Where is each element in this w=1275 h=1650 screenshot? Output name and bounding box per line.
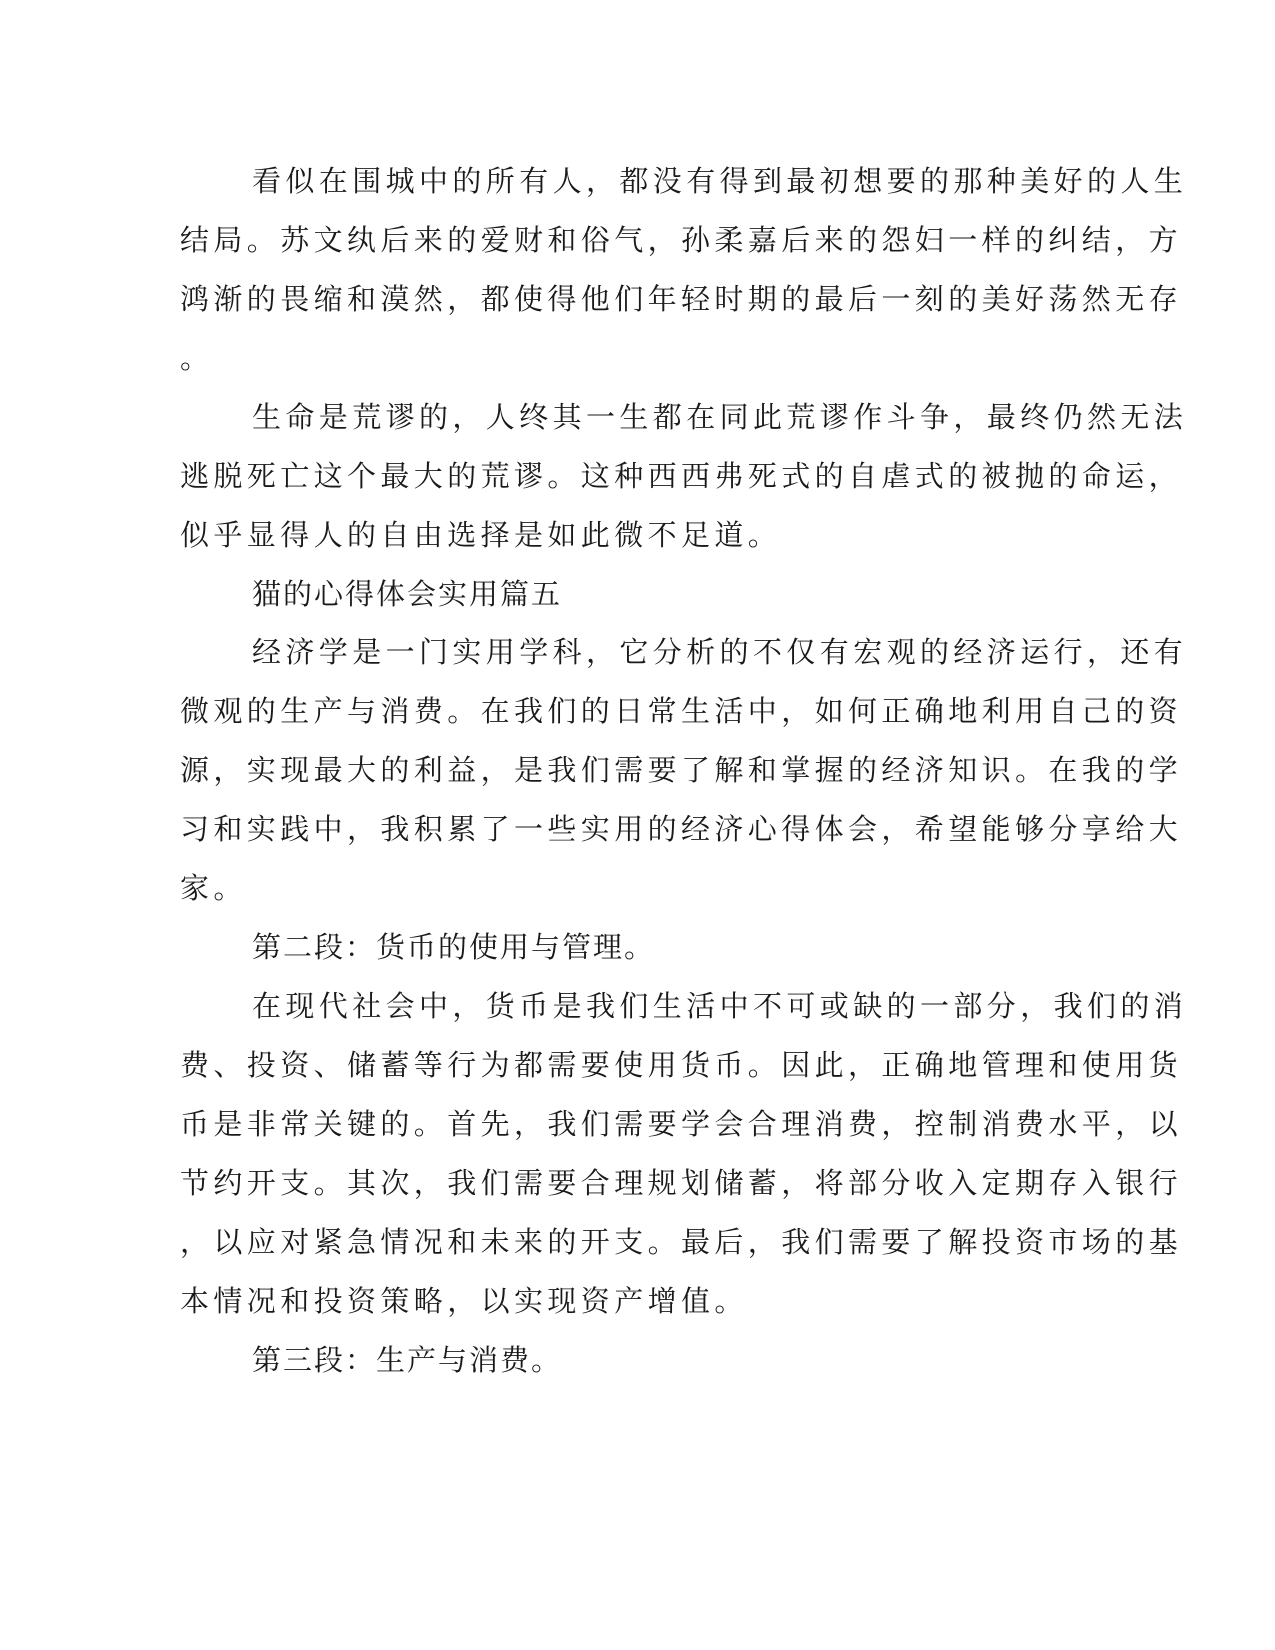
- section-heading: 第二段：货币的使用与管理。: [252, 930, 656, 964]
- text-line: 费、投资、储蓄等行为都需要使用货币。因此，正确地管理和使用货: [180, 1048, 1183, 1082]
- text-line: 源，实现最大的利益，是我们需要了解和掌握的经济知识。在我的学: [180, 753, 1183, 787]
- text-line: 经济学是一门实用学科，它分析的不仅有宏观的经济运行，还有: [252, 635, 1188, 669]
- text-line: ，以应对紧急情况和未来的开支。最后，我们需要了解投资市场的基: [180, 1225, 1183, 1259]
- text-line: 节约开支。其次，我们需要合理规划储蓄，将部分收入定期存入银行: [180, 1166, 1183, 1200]
- text-line: 看似在围城中的所有人，都没有得到最初想要的那种美好的人生: [252, 164, 1188, 198]
- text-line: 似乎显得人的自由选择是如此微不足道。: [180, 518, 782, 552]
- text-line: 鸿渐的畏缩和漠然，都使得他们年轻时期的最后一刻的美好荡然无存: [180, 282, 1183, 316]
- text-line: 本情况和投资策略，以实现资产增值。: [180, 1284, 748, 1318]
- text-line: 微观的生产与消费。在我们的日常生活中，如何正确地利用自己的资: [180, 694, 1183, 728]
- section-heading: 第三段：生产与消费。: [252, 1343, 563, 1377]
- text-line: 在现代社会中，货币是我们生活中不可或缺的一部分，我们的消: [252, 989, 1188, 1023]
- section-heading: 猫的心得体会实用篇五: [252, 577, 563, 611]
- text-line: 结局。苏文纨后来的爱财和俗气，孙柔嘉后来的怨妇一样的纠结，方: [180, 223, 1183, 257]
- text-line: 币是非常关键的。首先，我们需要学会合理消费，控制消费水平，以: [180, 1107, 1183, 1141]
- text-line: 家。: [180, 871, 247, 905]
- text-line: 。: [180, 341, 210, 375]
- text-line: 生命是荒谬的，人终其一生都在同此荒谬作斗争，最终仍然无法: [252, 400, 1188, 434]
- text-line: 逃脱死亡这个最大的荒谬。这种西西弗死式的自虐式的被抛的命运，: [180, 459, 1183, 493]
- text-line: 习和实践中，我积累了一些实用的经济心得体会，希望能够分享给大: [180, 812, 1183, 846]
